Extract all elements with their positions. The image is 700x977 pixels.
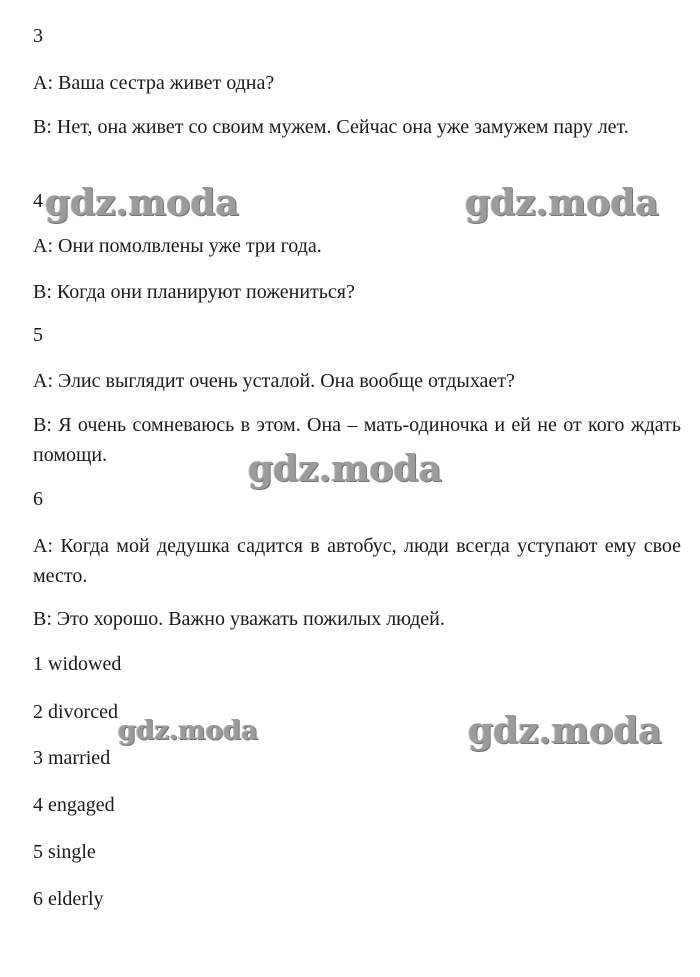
dialogue-line-a: A: Они помолвлены уже три года.: [33, 235, 322, 257]
dialogue-line-b: B: Нет, она живет со своим мужем. Сейчас она уже замужем пару лет.: [33, 116, 629, 138]
answer-item: 3 married: [33, 747, 111, 769]
answer-item: 4 engaged: [33, 794, 115, 816]
dialogue-number: 5: [33, 324, 43, 346]
answer-item: 1 widowed: [33, 653, 122, 675]
dialogue-line-a: A: Когда мой дедушка садится в автобус, люди всегда уступают ему свое место.: [33, 535, 681, 587]
watermark: gdz.moda: [468, 710, 662, 752]
answer-item: 6 elderly: [33, 888, 104, 910]
dialogue-line-a: A: Элис выглядит очень усталой. Она вообще отдыхает?: [33, 370, 515, 392]
watermark: gdz.moda: [465, 182, 659, 224]
dialogue-line-a: A: Ваша сестра живет одна?: [33, 72, 275, 94]
dialogue-line-b: B: Когда они планируют пожениться?: [33, 281, 355, 303]
answer-item: 2 divorced: [33, 701, 118, 723]
watermark: gdz.moda: [118, 716, 259, 746]
watermark: gdz.moda: [248, 448, 442, 490]
watermark: gdz.moda: [45, 182, 239, 224]
dialogue-number: 3: [33, 25, 43, 47]
dialogue-number: 4: [33, 190, 43, 212]
answer-item: 5 single: [33, 841, 96, 863]
dialogue-line-b: B: Я очень сомневаюсь в этом. Она – мать-одиночка и ей не от кого ждать помощи.: [33, 414, 681, 466]
dialogue-number: 6: [33, 488, 43, 510]
dialogue-line-b: B: Это хорошо. Важно уважать пожилых людей.: [33, 608, 445, 630]
